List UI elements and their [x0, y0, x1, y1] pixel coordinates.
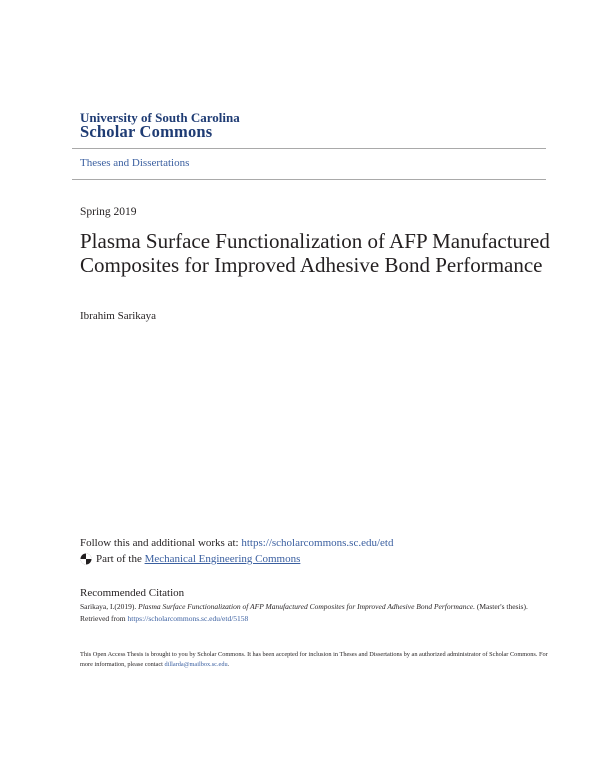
repository-name[interactable]: Scholar Commons [80, 122, 213, 141]
part-of-label: Part of the [96, 553, 142, 565]
institution-name: University of South Carolina [80, 110, 240, 125]
collection-link[interactable]: Theses and Dissertations [80, 157, 190, 169]
open-access-notice [80, 650, 550, 670]
notice-end: . [227, 661, 230, 668]
part-of-line [80, 553, 300, 565]
publication-date: Spring 2019 [80, 206, 137, 218]
citation-suffix: (Master's thesis). Retrieved from [80, 602, 528, 623]
author-name: Ibrahim Sarikaya [80, 310, 157, 322]
recommended-citation-heading: Recommended Citation [80, 587, 185, 599]
citation-text [80, 601, 550, 624]
divider-top [72, 148, 546, 149]
notice-text: This Open Access Thesis is brought to you by Scholar Commons. It has been accepted for inclusion in Theses and Dissertations by an authorized administrator of Scholar Commons. For more information, please contact [80, 651, 548, 668]
bepress-commons-icon [80, 553, 92, 565]
follow-label: Follow this and additional works at: [80, 537, 239, 549]
contact-email-link[interactable]: dillarda@mailbox.sc.edu [164, 661, 228, 668]
citation-title: Plasma Surface Functionalization of AFP Manufactured Composites for Improved Adhesive Bond Performance. [138, 602, 476, 611]
document-title: Plasma Surface Functionalization of AFP Manufactured Composites for Improved Adhesive Bond Performance [80, 229, 550, 277]
mechanical-engineering-commons-link[interactable]: Mechanical Engineering Commons [144, 553, 301, 565]
follow-line [80, 537, 393, 549]
citation-url-link[interactable]: https://scholarcommons.sc.edu/etd/5158 [127, 613, 249, 623]
divider-bottom [72, 179, 546, 180]
citation-prefix: Sarikaya, I.(2019). [80, 602, 137, 611]
follow-url-link[interactable]: https://scholarcommons.sc.edu/etd [241, 537, 394, 549]
